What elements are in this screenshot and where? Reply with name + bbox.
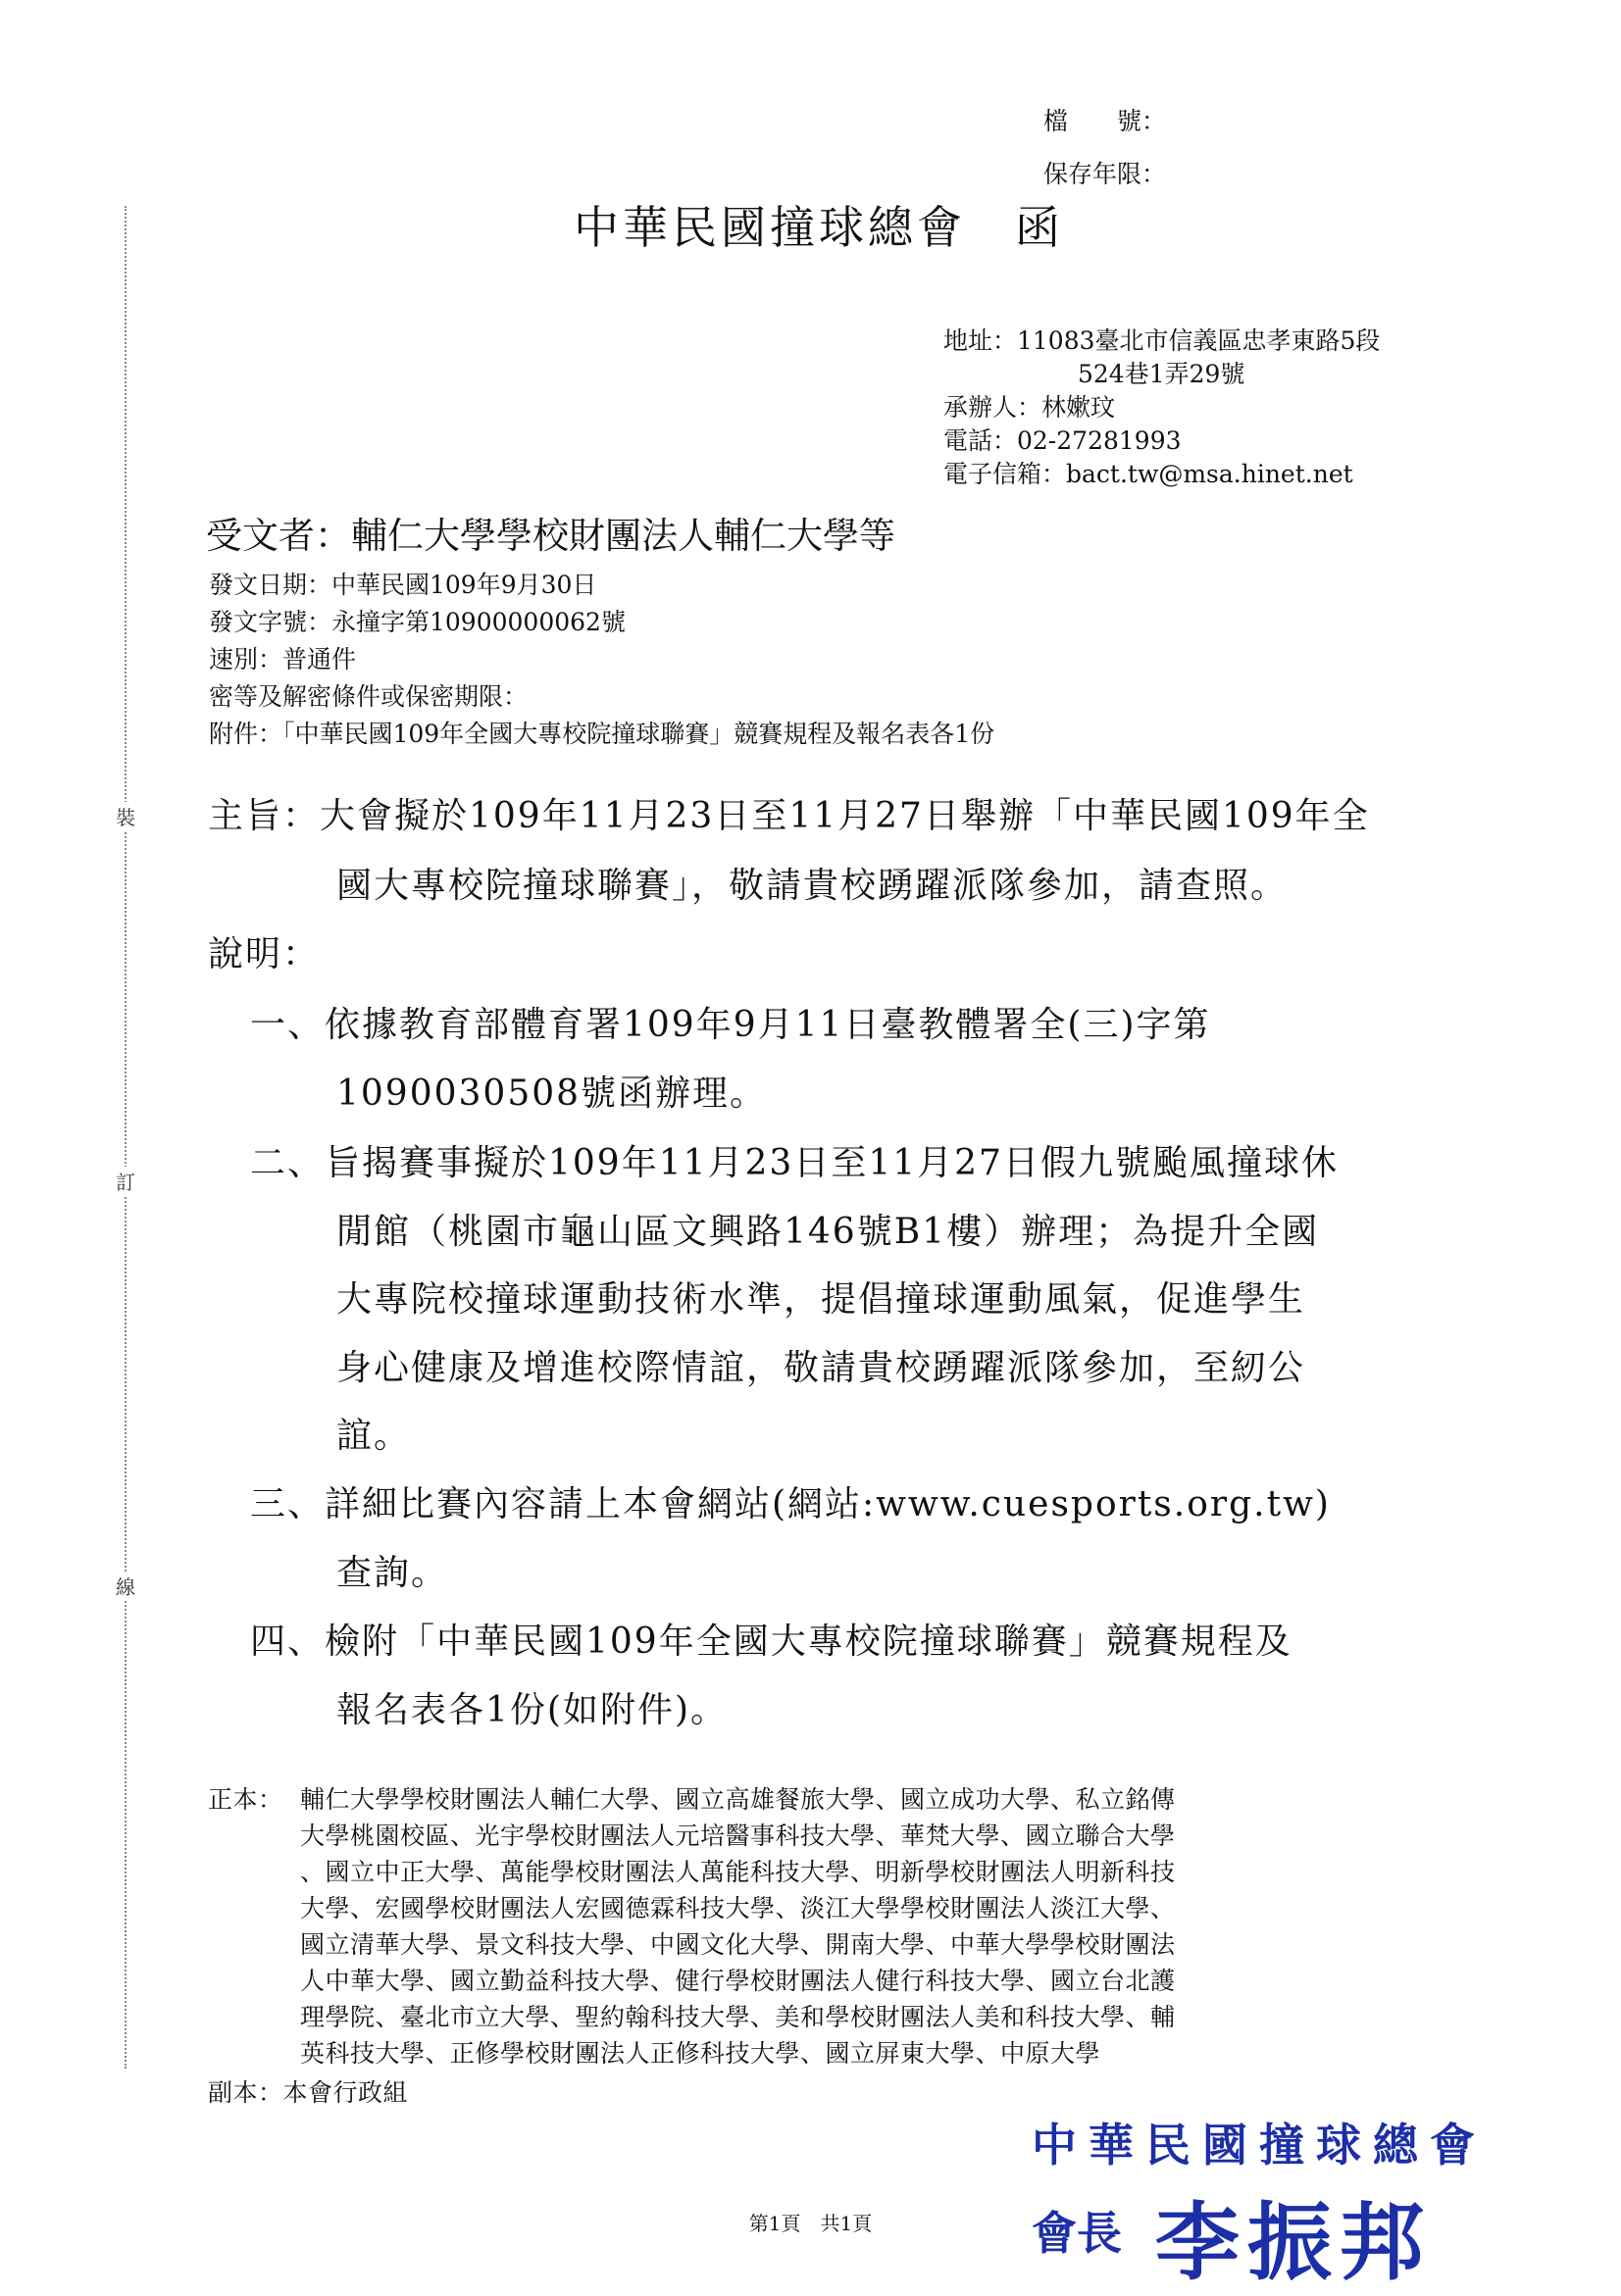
- subject-line2: 國大專校院撞球聯賽」，敬請貴校踴躍派隊參加，請查照。: [336, 866, 1289, 906]
- explanation-item-4-line1: 四、檢附「中華民國109年全國大專校院撞球聯賽」競賽規程及: [250, 1622, 1292, 1662]
- explanation-item-2-line2: 閒館（桃園市龜山區文興路146號B1樓）辦理；為提升全國: [336, 1212, 1320, 1252]
- document-title: 中華民國撞球總會 函: [574, 201, 1064, 254]
- sender-contact: 承辦人：林嫰玟: [943, 393, 1116, 422]
- seal-organization: 中華民國撞球總會: [1032, 2119, 1487, 2171]
- secrecy-level: 密等及解密條件或保密期限：: [209, 682, 529, 711]
- main-recipients-line: 輔仁大學學校財團法人輔仁大學、國立高雄餐旅大學、國立成功大學、私立銘傳: [300, 1785, 1176, 1814]
- page-number: 第1頁 共1頁: [748, 2212, 873, 2235]
- explanation-item-1-line1: 一、依據教育部體育署109年9月11日臺教體署全(三)字第: [250, 1005, 1211, 1045]
- explanation-item-2-line4: 身心健康及增進校際情誼，敬請貴校踴躍派隊參加，至紉公: [336, 1348, 1306, 1388]
- delivery-speed: 速別：普通件: [209, 645, 357, 674]
- sender-phone: 電話：02-27281993: [943, 426, 1182, 455]
- binding-mark-bottom: 線: [116, 1572, 135, 1600]
- binding-line: [125, 206, 127, 2069]
- binding-mark-top: 裝: [116, 802, 135, 830]
- main-recipients-line: 大學、宏國學校財團法人宏國德霖科技大學、淡江大學學校財團法人淡江大學、: [300, 1894, 1176, 1922]
- explanation-item-3-line2: 查詢。: [336, 1553, 449, 1593]
- copy-recipients: 副本：本會行政組: [208, 2078, 409, 2107]
- sender-email: 電子信箱：bact.tw@msa.hinet.net: [943, 460, 1353, 488]
- main-recipients-line: 理學院、臺北市立大學、聖約翰科技大學、美和學校財團法人美和科技大學、輔: [300, 2003, 1176, 2031]
- main-recipients-line: 人中華大學、國立勤益科技大學、健行學校財團法人健行科技大學、國立台北護: [300, 1967, 1176, 1995]
- recipient: 受文者：輔仁大學學校財團法人輔仁大學等: [206, 515, 895, 557]
- main-recipients-line: 國立清華大學、景文科技大學、中國文化大學、開南大學、中華大學學校財團法: [300, 1930, 1176, 1959]
- sender-address-line1: 地址：11083臺北市信義區忠孝東路5段: [943, 326, 1381, 355]
- explanation-item-2-line5: 誼。: [336, 1416, 412, 1456]
- main-recipients-line: 英科技大學、正修學校財團法人正修科技大學、國立屏東大學、中原大學: [300, 2039, 1101, 2068]
- main-recipients-label: 正本：: [208, 1785, 283, 1814]
- attachment: 附件：「中華民國109年全國大專校院撞球聯賽」競賽規程及報名表各1份: [209, 720, 995, 748]
- explanation-item-2-line3: 大專院校撞球運動技術水準，提倡撞球運動風氣，促進學生: [336, 1279, 1306, 1320]
- explanation-item-2-line1: 二、旨揭賽事擬於109年11月23日至11月27日假九號颱風撞球休: [250, 1143, 1339, 1183]
- main-recipients-line: 、國立中正大學、萬能學校財團法人萬能科技大學、明新學校財團法人明新科技: [300, 1858, 1176, 1886]
- signature-name: 李振邦: [1155, 2193, 1432, 2292]
- explanation-item-3-line1: 三、詳細比賽內容請上本會網站(網站:www.cuesports.org.tw): [250, 1484, 1331, 1524]
- seal-title: 會長: [1032, 2207, 1122, 2260]
- explanation-item-4-line2: 報名表各1份(如附件)。: [336, 1690, 728, 1730]
- issue-date: 發文日期：中華民國109年9月30日: [209, 571, 597, 599]
- explanation-label: 說明：: [208, 934, 321, 974]
- document-number: 發文字號：永撞字第10900000062號: [209, 608, 626, 636]
- main-recipients-line: 大學桃園校區、光宇學校財團法人元培醫事科技大學、華梵大學、國立聯合大學: [300, 1822, 1176, 1850]
- subject-line1: 主旨：大會擬於109年11月23日至11月27日舉辦「中華民國109年全: [208, 796, 1370, 836]
- retention-label: 保存年限：: [1043, 160, 1167, 188]
- file-number-label: 檔 號：: [1043, 107, 1167, 135]
- explanation-item-1-line2: 1090030508號函辦理。: [336, 1073, 768, 1114]
- binding-mark-middle: 訂: [116, 1167, 135, 1195]
- sender-address-line2: 524巷1弄29號: [1078, 360, 1245, 388]
